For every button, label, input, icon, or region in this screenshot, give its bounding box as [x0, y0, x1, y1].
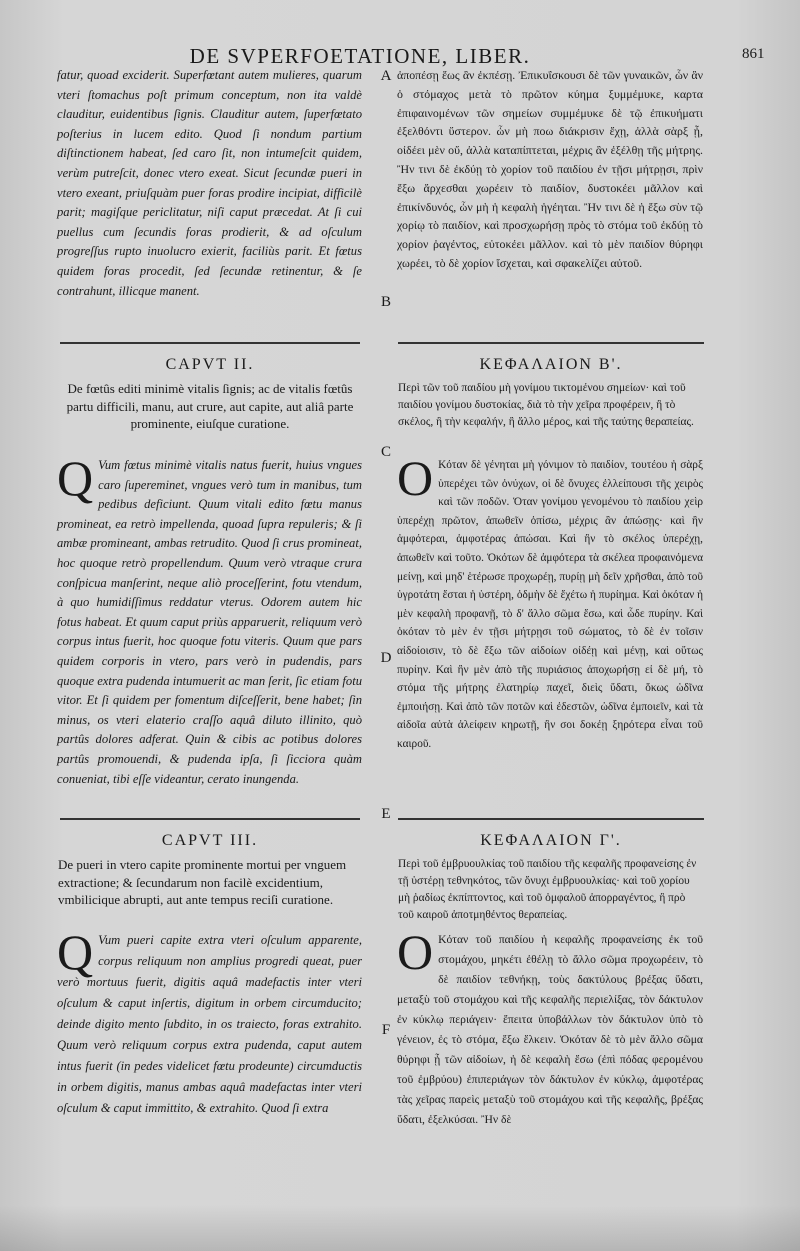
chapter3-greek-summary: Περὶ τοῦ ἐμβρυουλκίας τοῦ παιδίου τῆς κεφαλῆς προφανείσης ἐν τῇ ὑστέρῃ τεθνηκότος, τῶν ὄνυχι ἐμβρυουλκίας· καὶ τοῦ χορίου μὴ ῥαδίως ἐκπίπτοντος, καὶ τοῦ ὀμφαλοῦ ἀπορραγέντος, ἢ πρὸ τοῦ καιροῦ ἀποτμηθέντος θεραπείας.	[398, 858, 697, 921]
margin-letter-b: B	[380, 294, 391, 310]
greek-paragraph-top: ἀποπέσῃ ἕως ἂν ἐκπέσῃ. Ἐπικυΐσκουσι δὲ τῶν γυναικῶν, ὧν ἂν ὁ στόμαχος μετὰ τὸ πρῶτον κύημα ξυμμέμυκε, καρτα ἐπιφαινομένων τῶν σημείων συμμέμυκε δὲ τῷ ἐπικυήματι ἐξελθόντι ὕστερον. ὧν μὴ ποω διάκρισιν ἔχῃ, ἀλλὰ σὰρξ ᾖ, οἰδέει μὲν οὔ, ἀλλὰ καταπίπτεται, μέχρις ἂν ἐξέλθῃ τῆς μήτρης. Ἢν τινι δὲ ἐκδύῃ τὸ χορίον τοῦ παιδίου ἐν τῇσι μήτρῃσι, πρὶν ἔξω ἄρχεσθαι χωρέειν τὸ παιδίον, δυστοκέει μᾶλλον καὶ ἐπικίνδυνός, ὧν μὴ ἡ κεφαλὴ ἡγέηται. Ἢν τινι δὲ ἡ ἔξω σὺν τῷ χορίῳ τὸ παιδίον, καὶ προσχωρήσῃ πρὸς τὸ στόμα τοῦ ἐκδύῃ τὸ χορίον ῥαγέντος, εὐτοκέει μᾶλλον. καὶ τὸ μὲν παιδίον θύρηφι χωρέει, τὸ δὲ χορίον ἴσχεται, καὶ σφακελίζει αὐτοῦ.	[397, 68, 703, 270]
chapter3-latin-text: Vum pueri capite extra vteri oſculum apparente, corpus reliquum non amplius progredi queat, puer verò mortuus fuerit, digitis aquâ madefactis inter vteri oſculum & caput inſertis, digitum in orbem circumducito; deinde digito mento ſubdito, in os traiecto, foras extrahito. Quum verò reliquum corpus extra pudenda, caput autem intus fuerit (in pedes videlicet fœtu prodeunte) circumductis in orbem digitis, manus ambas aquâ madefactas inter vteri oſculum & caput immittito, & extrahito. Quod ſi extra	[57, 933, 362, 1115]
chapter2-latin-title: CAPVT II.	[165, 356, 255, 373]
chapter2-greek-title: ΚΕΦΑΛΑΙΟΝ Β'.	[479, 356, 623, 373]
chapter2-latin-summary: De fœtûs editi minimè vitalis ſignis; ac de vitalis fœtûs partu difficili, manu, aut crure, aut capite, aut aliâ parte prominente, eiuſque curatione.	[66, 381, 354, 431]
chapter3-latin-title: CAPVT III.	[161, 832, 259, 849]
running-title: DE SVPERFOETATIONE, LIBER.	[189, 44, 531, 68]
chapter2-latin-column	[57, 450, 362, 804]
chapter3-latin-column	[57, 924, 362, 1196]
chapter3-rule-latin	[60, 818, 360, 820]
page-bottom-shadow	[0, 1205, 800, 1251]
chapter2-greek-summary: Περὶ τῶν τοῦ παιδίου μὴ γονίμου τικτομένου σημείων· καὶ τοῦ παιδίου γονίμου δυστοκίας, διὰ τὸ τὴν χεῖρα προφέρειν, ἢ τὸ σκέλος, ἢ τὴν κεφαλήν, ἢ ἄλλο μέρος, καὶ τῆς ταύτης θεραπείας.	[398, 382, 694, 428]
chapter2-greek-text: Κόταν δὲ γένηται μὴ γόνιμον τὸ παιδίον, τουτέου ἡ σὰρξ ὑπερέχει τῶν ὀνύχων, οἱ δὲ ὄνυχες ἐλλείπουσι τῆς χειρὸς καὶ τῶν ποδῶν. Ὁταν γονίμου γενομένου τὸ παιδίου χεὶρ ὑπερέχῃ πρῶτον, ἀπωθεῖν ὀπίσω, μέχρις ἂν ἀπώσῃς· καὶ ἢν ἀμφότεραι, ἀμφοτέρας ἀπώσαι. Καὶ ἢν τὸ σκέλος ὑπερέχῃ, ἀπωθεῖν καὶ τοῦτο. Ὁκότων δὲ ἀμφότερα τὰ σκέλεα προφαινόμενα μείνῃ, καὶ μηδ' ἑτέρωσε προχωρέῃ, πυρίῃ μὴ δεῖν χρῆσθαι, ἀπὸ τοῦ ὑγροτάτη ἔσται ἡ ὑστέρη, ὀδμὴν δὲ ἔχέτω ἡ πυρίημα. Καὶ ὁκόταν ἡ μὲν κεφαλὴ προφανῇ, τὸ δ' ἄλλο σῶμα ἔσω, καὶ ὧδε πυρίην. Καὶ ὁκόταν τὸ μὲν ἐν τῇσι μήτρῃσι τοῦ σώματος, τὸ δὲ ἐν τοῖσιν αἰδοίοισιν, τὸ δὲ ἔξω τῶν αἰδοίων οἰδέῃ καὶ μένῃ, καὶ οὕτως πυρίην. Καὶ ἢν μὲν ἀπὸ τῆς πυριάσιος ἀποχωρήσῃ εἰ δὲ μή, τὸ στόμα τῆς μήτρης ἐλατηρίῳ παχεῖ, διεὶς ὕδατι, ὅκως ὠδῖνα ἐμποιήσῃ. Καὶ ἀπὸ τῶν ποτῶν καὶ ἐδεστῶν, ὠδῖνα ἐμποιεῖν, καὶ τὰ αἰδοῖα αὐτὰ ἀλείφειν κηρωτῇ, ἢν σοι δοκέῃ ξηρότερα εἶναι τοῦ καιροῦ.	[397, 459, 703, 750]
chapter3-greek-text: Κόταν τοῦ παιδίου ἡ κεφαλῆς προφανείσης ἐκ τοῦ στομάχου, μηκέτι ἐθέλῃ τὸ ἄλλο σῶμα προχωρέειν, τὸ δὲ παιδίον τεθνήκῃ, τοὺς δακτύλους βρέξας ὕδατι, μεταξὺ τοῦ στομάχου καὶ τῆς κεφαλῆς περιελίξας, τὸν δάκτυλον ἐν κύκλῳ περιάγειν· ἔπειτα ὑποβάλλων τὸν δάκτυλον ὑπὸ τὸ γένειον, ἐς τὸ στόμα, ἔξω ἕλκειν. Ὁκόταν δὲ τὸ μὲν ἄλλο σῶμα θύρηφι ᾖ τῶν αἰδοίων, ἡ δὲ κεφαλὴ ἔσω (ἐπὶ πόδας φερομένου τοῦ ἐμβρύου) ἐπιπεριάγων τὸν δάκτυλον ἐν κύκλῳ, ἀμφοτέρας τὰς χεῖρας παρεὶς μεταξὺ τοῦ στομάχου καὶ τῆς κεφαλῆς, βρέξας ὕδατι, ἐξελκύσαι. Ἢν δὲ	[397, 933, 703, 1126]
chapter3-greek-column	[397, 924, 703, 1196]
chapter3-rule-greek	[398, 818, 704, 820]
latin-drop-capital-2: Q	[57, 924, 94, 980]
greek-column-top	[397, 66, 703, 328]
latin-paragraph-top: fatur, quoad exciderit. Superfœtant autem mulieres, quarum vteri ſtomachus poſt primum conceptum, non ita valdè clauditur, euidentibus ſignis. Clauditur autem, ſuperfœtato poſterius in lucem edito. Quod ſi nondum partium diſtinctionem habeat, ſed caro ſit, non intumeſcit quidem, verùm putreſcit, donec vtero exeat. Sicut ſecundæ pueri in vtero exeant, priuſquàm puer foras prodire incipiat, difficilè parit; magiſque periclitatur, niſi caput præcedat. At ſi cui puellus cum ſecundis foras prodierit, & ad oſculum progreſſus rupto inuolucro exierit, faciliùs parit. Et fœtus quidem foras procedit, ſed ſecundæ retinentur, & ſe contrahunt, illicque manent.	[57, 68, 362, 298]
chapter2-greek-paragraph	[397, 450, 703, 754]
margin-letter-c: C	[380, 444, 391, 460]
greek-drop-capital-2: Ο	[397, 924, 434, 980]
chapter2-rule-latin	[60, 342, 360, 344]
margin-letter-a: A	[380, 68, 392, 84]
chapter2-latin-paragraph	[57, 450, 362, 789]
greek-drop-capital: Ο	[397, 450, 434, 506]
chapter3-greek-paragraph	[397, 924, 703, 1130]
margin-letter-e: E	[381, 806, 391, 822]
chapter3-latin-paragraph	[57, 924, 362, 1119]
chapter2-rule-greek	[398, 342, 704, 344]
chapter2-latin-text: Vum fœtus minimè vitalis natus fuerit, huius vngues caro ſupereminet, vngues verò tum in manibus, tum pedibus deficiunt. Quum vitali edito fœtu manus promineat, ea retrò impellenda, quoad ſupra repuleris; & ſi ambæ promineant, ambas retrudito. Quod ſi crus promineat, hoc quoque retrò propellendum. Quum verò vtraque crura conſpicua manſerint, neque aliò proceſſerint, fotu vtendum, à quo humidiſſimus reddatur vterus. Odorem autem hic fotus habeat. Et quum caput priùs apparuerit, reliquum verò corpus intus fuerit, hoc quoque fotu viteris. Quum que pars quidem corporis in vtero, pars verò in pudendis, pars quoque extra pudenda intumuerit ac man ſerit, ſic etiam fotu vitor. Et ſi quidem per fomentum diſceſſerit, bene habet; ſin minus, os vteri elaterio craſſo aquâ diluto illinito, quò partûs dolores adferat. Quin & cibis ac potibus dolores partûs promouendi, & pudenda ipſa, ſi ſicciora quàm conueniat, tibi eſſe videantur, cerato inungenda.	[57, 458, 362, 786]
chapter2-greek-column	[397, 450, 703, 804]
latin-column-top	[57, 66, 362, 328]
margin-letter-f: F	[381, 1022, 391, 1038]
chapter3-greek-title: ΚΕΦΑΛΑΙΟΝ Γ'.	[480, 832, 622, 849]
margin-letter-d: D	[380, 650, 392, 666]
page-number: 861	[742, 46, 765, 62]
chapter3-latin-summary: De pueri in vtero capite prominente mortui per vnguem extractione; & ſecundarum non facilè excidentium, vmbilicique abrupti, aut ante tempus reciſi curatione.	[58, 857, 347, 907]
latin-drop-capital: Q	[57, 450, 94, 506]
